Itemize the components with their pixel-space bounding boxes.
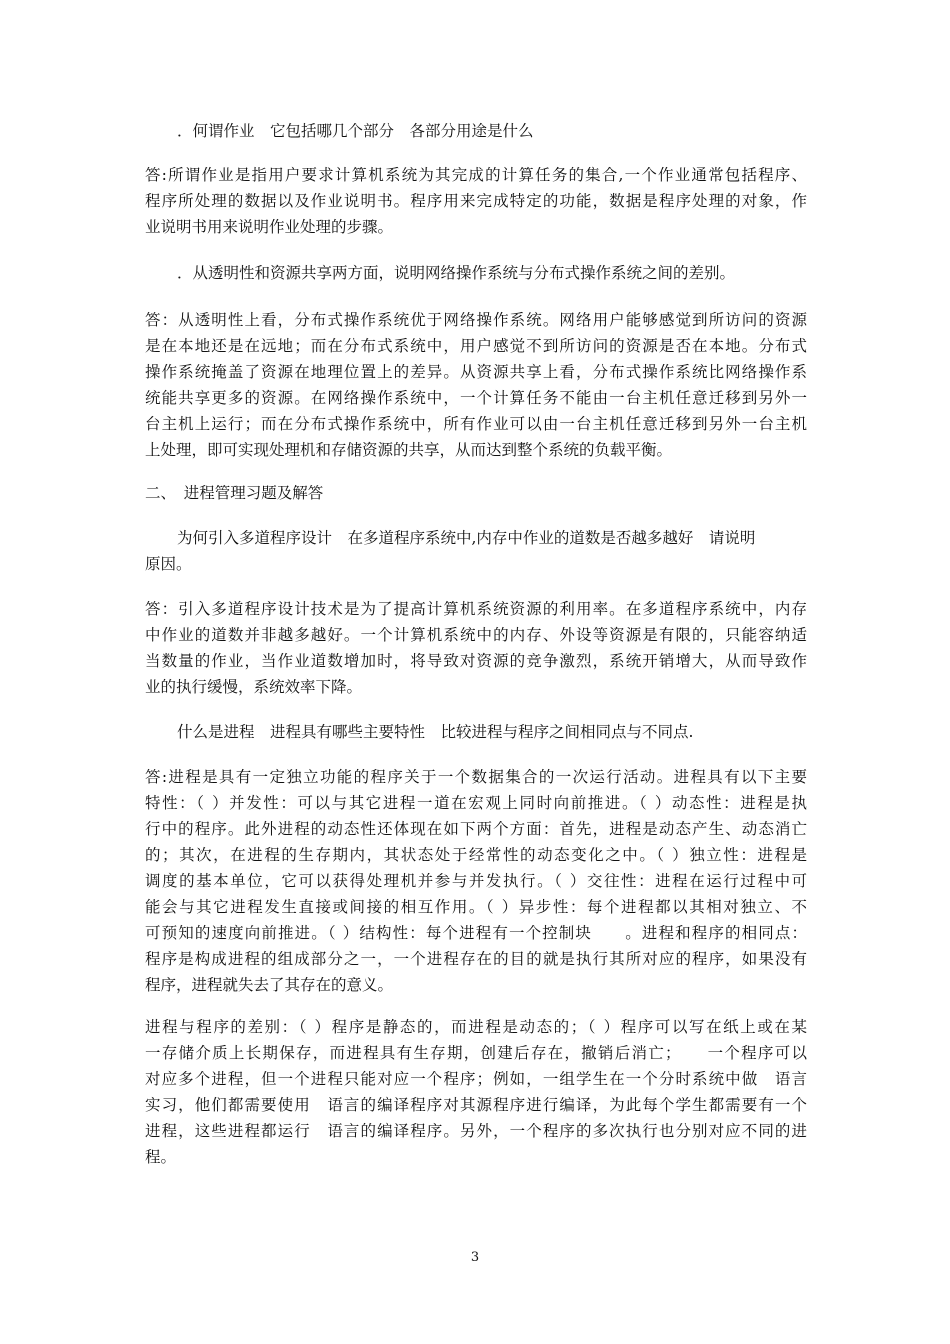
text-line: 业说明书用来说明作业处理的步骤。 bbox=[145, 218, 394, 236]
text-line: 答:所谓作业是指用户要求计算机系统为其完成的计算任务的集合,一个作业通常包括程序、 bbox=[145, 166, 807, 184]
paragraph bbox=[145, 596, 807, 700]
paragraph bbox=[145, 480, 807, 506]
paragraph bbox=[145, 719, 807, 745]
paragraph bbox=[145, 162, 807, 240]
text-line: 答：从透明性上看，分布式操作系统优于网络操作系统。网络用户能够感觉到所访问的资源 bbox=[145, 311, 807, 329]
text-line: 对应多个进程，但一个进程只能对应一个程序；例如，一组学生在一个分时系统中做 语言 bbox=[145, 1070, 807, 1088]
text-line: 答:进程是具有一定独立功能的程序关于一个数据集合的一次运行活动。进程具有以下主要 bbox=[145, 768, 807, 786]
text-line: 当数量的作业，当作业道数增加时，将导致对资源的竞争激烈，系统开销增大，从而导致作 bbox=[145, 652, 807, 670]
text-line: 为何引入多道程序设计 在多道程序系统中,内存中作业的道数是否越多越好 请说明 bbox=[177, 529, 756, 547]
text-line: 原因。 bbox=[145, 555, 192, 573]
text-line: 二、 进程管理习题及解答 bbox=[145, 484, 324, 502]
page-number: 3 bbox=[470, 1250, 480, 1265]
text-line: 业的执行缓慢，系统效率下降。 bbox=[145, 678, 363, 696]
text-line: 程。 bbox=[145, 1148, 177, 1166]
text-line: 特性：（ ）并发性：可以与其它进程一道在宏观上同时向前推进。（ ）动态性：进程是执 bbox=[145, 794, 807, 812]
text-line: 统能共享更多的资源。在网络操作系统中，一个计算任务不能由一台主机任意迁移到另外一 bbox=[145, 389, 807, 407]
text-line: 答：引入多道程序设计技术是为了提高计算机系统资源的利用率。在多道程序系统中，内存 bbox=[145, 600, 807, 618]
text-line: 程序是构成进程的组成部分之一，一个进程存在的目的就是执行其所对应的程序，如果没有 bbox=[145, 950, 807, 968]
text-line: 调度的基本单位，它可以获得处理机并参与并发执行。（ ）交往性：进程在运行过程中可 bbox=[145, 872, 807, 890]
paragraph bbox=[145, 764, 807, 998]
text-line: ．从透明性和资源共享两方面，说明网络操作系统与分布式操作系统之间的差别。 bbox=[177, 264, 736, 282]
text-line: 进程与程序的差别：（ ）程序是静态的，而进程是动态的；（ ）程序可以写在纸上或在某 bbox=[145, 1018, 807, 1036]
text-line: ．何谓作业 它包括哪几个部分 各部分用途是什么 bbox=[177, 122, 534, 140]
text-line: 能会与其它进程发生直接或间接的相互作用。（ ）异步性：每个进程都以其相对独立、不 bbox=[145, 898, 807, 916]
text-line: 是在本地还是在远地；而在分布式系统中，用户感觉不到所访问的资源是否在本地。分布式 bbox=[145, 337, 807, 355]
paragraph bbox=[145, 260, 807, 286]
text-line: 中作业的道数并非越多越好。一个计算机系统中的内存、外设等资源是有限的，只能容纳适 bbox=[145, 626, 807, 644]
paragraph bbox=[145, 525, 807, 577]
text-line: 行中的程序。此外进程的动态性还体现在如下两个方面：首先，进程是动态产生、动态消亡 bbox=[145, 820, 807, 838]
paragraph bbox=[145, 118, 807, 144]
text-line: 进程，这些进程都运行 语言的编译程序。另外，一个程序的多次执行也分别对应不同的进 bbox=[145, 1122, 807, 1140]
text-line: 可预知的速度向前推进。（ ）结构性：每个进程有一个控制块 。进程和程序的相同点： bbox=[145, 924, 807, 942]
paragraph bbox=[145, 307, 807, 463]
text-line: 程序所处理的数据以及作业说明书。程序用来完成特定的功能，数据是程序处理的对象，作 bbox=[145, 192, 807, 210]
text-line: 什么是进程 进程具有哪些主要特性 比较进程与程序之间相同点与不同点. bbox=[177, 723, 694, 741]
paragraph bbox=[145, 1014, 807, 1170]
text-line: 程序，进程就失去了其存在的意义。 bbox=[145, 976, 394, 994]
text-line: 上处理，即可实现处理机和存储资源的共享，从而达到整个系统的负载平衡。 bbox=[145, 441, 673, 459]
text-line: 操作系统掩盖了资源在地理位置上的差异。从资源共享上看，分布式操作系统比网络操作系 bbox=[145, 363, 807, 381]
text-line: 的；其次，在进程的生存期内，其状态处于经常性的动态变化之中。（ ）独立性：进程是 bbox=[145, 846, 807, 864]
text-line: 实习，他们都需要使用 语言的编译程序对其源程序进行编译，为此每个学生都需要有一个 bbox=[145, 1096, 807, 1114]
text-line: 台主机上运行；而在分布式操作系统中，所有作业可以由一台主机任意迁移到另外一台主机 bbox=[145, 415, 807, 433]
text-line: 一存储介质上长期保存，而进程具有生存期，创建后存在，撤销后消亡； 一个程序可以 bbox=[145, 1044, 807, 1062]
